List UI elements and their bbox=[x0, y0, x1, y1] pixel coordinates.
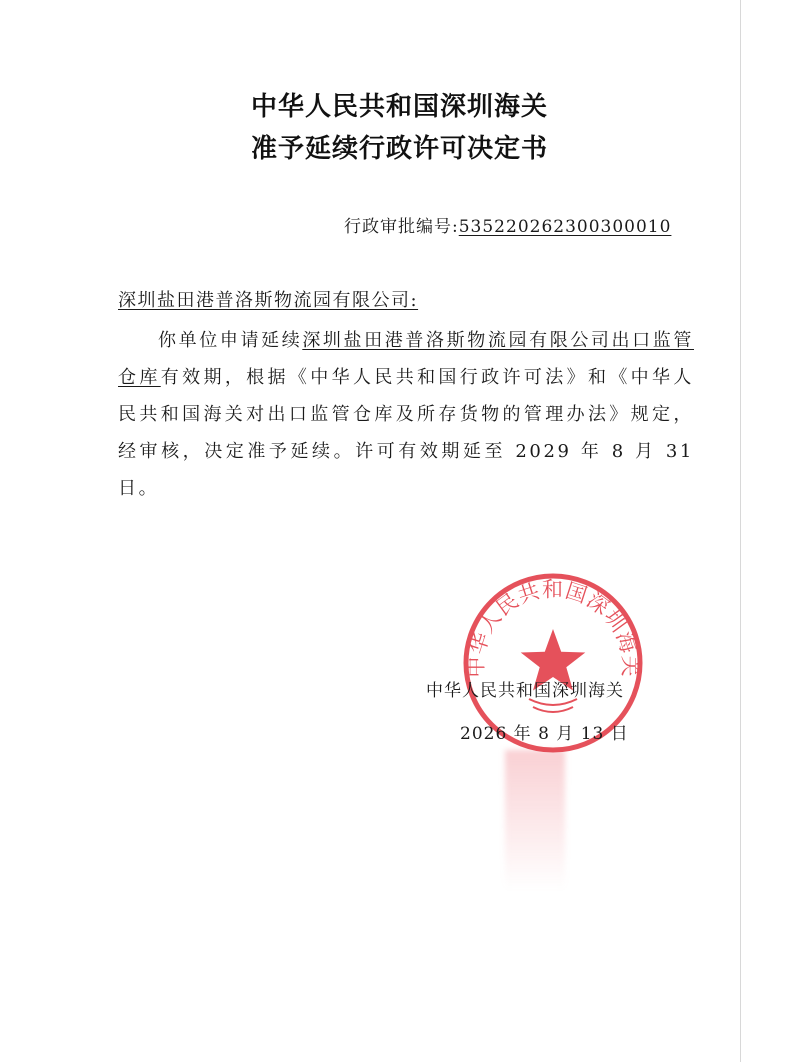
issuer-name: 中华人民共和国深圳海关 bbox=[426, 681, 624, 701]
body-underlined-entity: 深圳盐田港普洛斯物流园有限公司出口监管仓库 bbox=[118, 330, 694, 388]
approval-label: 行政审批编号: bbox=[344, 217, 459, 237]
seal-ink-smear bbox=[505, 750, 565, 890]
addressee: 深圳盐田港普洛斯物流园有限公司: bbox=[118, 290, 419, 311]
approval-number: 535220262300300010 bbox=[458, 217, 672, 237]
issue-date: 2026 年 8 月 13 日 bbox=[460, 724, 629, 744]
document-title-line2: 准予延续行政许可决定书 bbox=[250, 134, 548, 164]
body-part1: 你单位申请延续 bbox=[158, 330, 303, 351]
decision-body bbox=[118, 322, 694, 507]
body-part2: 有效期，根据《中华人民共和国行政许可法》和《中华人民共和国海关对出口监管仓库及所存货物的管理办法》规定，经审核，决定准予延续。许可有效期延至 2029 年 8 月 31 日。 bbox=[118, 367, 695, 499]
approval-number-line bbox=[344, 212, 671, 237]
seal-text: 中华人民共和国深圳海关 bbox=[463, 577, 643, 678]
document-title-line1: 中华人民共和国深圳海关 bbox=[250, 92, 548, 122]
